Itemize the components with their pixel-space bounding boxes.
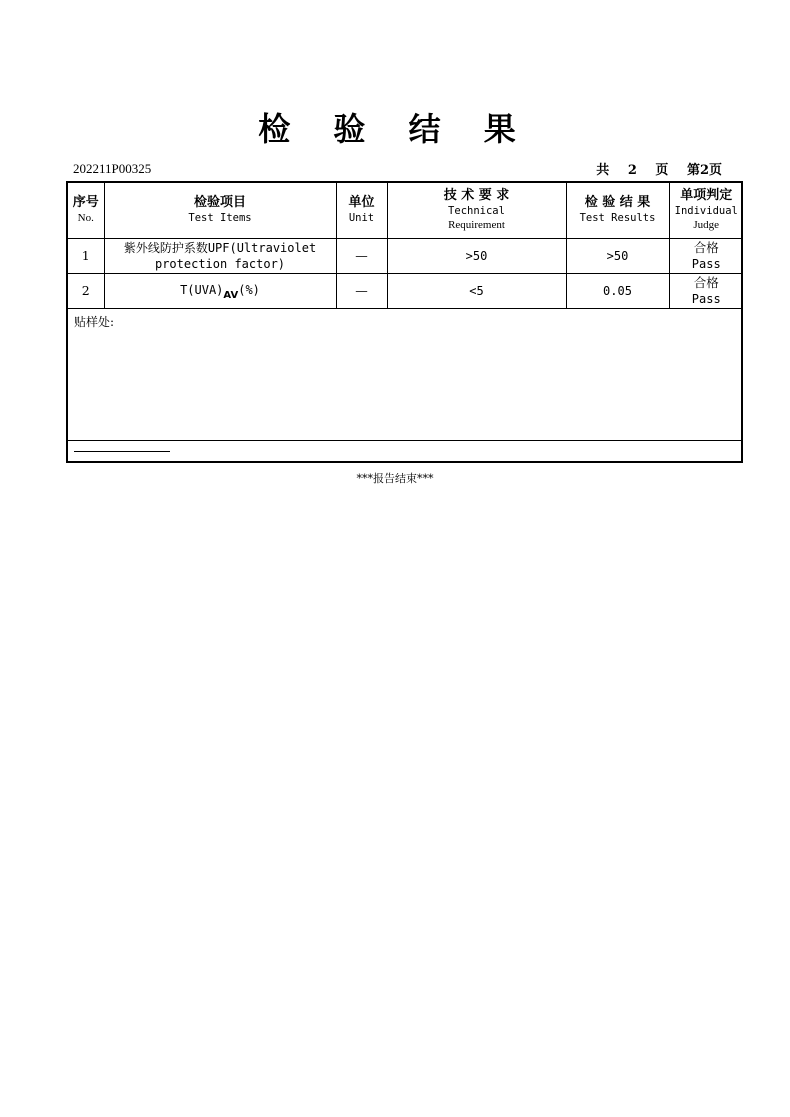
header-requirement: 技 术 要 求 Technical Requirement	[387, 183, 566, 238]
report-number: 202211P00325	[73, 161, 152, 176]
row-judge: 合格 Pass	[669, 238, 743, 273]
page-total-prefix: 共	[596, 163, 610, 178]
row-unit: —	[336, 238, 387, 273]
row-no: 1	[68, 238, 104, 273]
results-sheet	[66, 181, 743, 463]
header-unit: 单位 Unit	[336, 183, 387, 238]
page-total-suffix: 页	[655, 163, 669, 178]
header-no: 序号 No.	[68, 183, 104, 238]
row-no: 2	[68, 273, 104, 308]
item-main: T(UVA)	[180, 282, 224, 297]
row-item: 紫外线防护系数UPF(Ultraviolet protection factor)	[104, 238, 336, 273]
sample-attach-area	[68, 309, 741, 441]
page-title: 检 验 结 果	[258, 110, 532, 148]
table-row	[68, 238, 743, 273]
row-result: 0.05	[566, 273, 669, 308]
signature-line	[74, 451, 170, 452]
page-current: 第2页	[686, 163, 722, 178]
header-judge: 单项判定 Individual Judge	[669, 183, 743, 238]
row-requirement: >50	[387, 238, 566, 273]
item-subscript: AV	[223, 289, 239, 301]
row-item	[104, 273, 336, 308]
row-judge: 合格 Pass	[669, 273, 743, 308]
table-header-row	[68, 183, 743, 238]
row-unit: —	[336, 273, 387, 308]
page-total: 2	[627, 163, 637, 178]
row-requirement: <5	[387, 273, 566, 308]
row-result: >50	[566, 238, 669, 273]
sample-label: 贴样处:	[74, 314, 115, 329]
header-result: 检 验 结 果 Test Results	[566, 183, 669, 238]
header-item: 检验项目 Test Items	[104, 183, 336, 238]
table-row	[68, 273, 743, 308]
results-table	[68, 183, 743, 309]
report-end-mark: ***报告结束***	[356, 472, 434, 485]
page-indicator	[592, 159, 722, 178]
item-suffix: (%)	[238, 282, 260, 297]
